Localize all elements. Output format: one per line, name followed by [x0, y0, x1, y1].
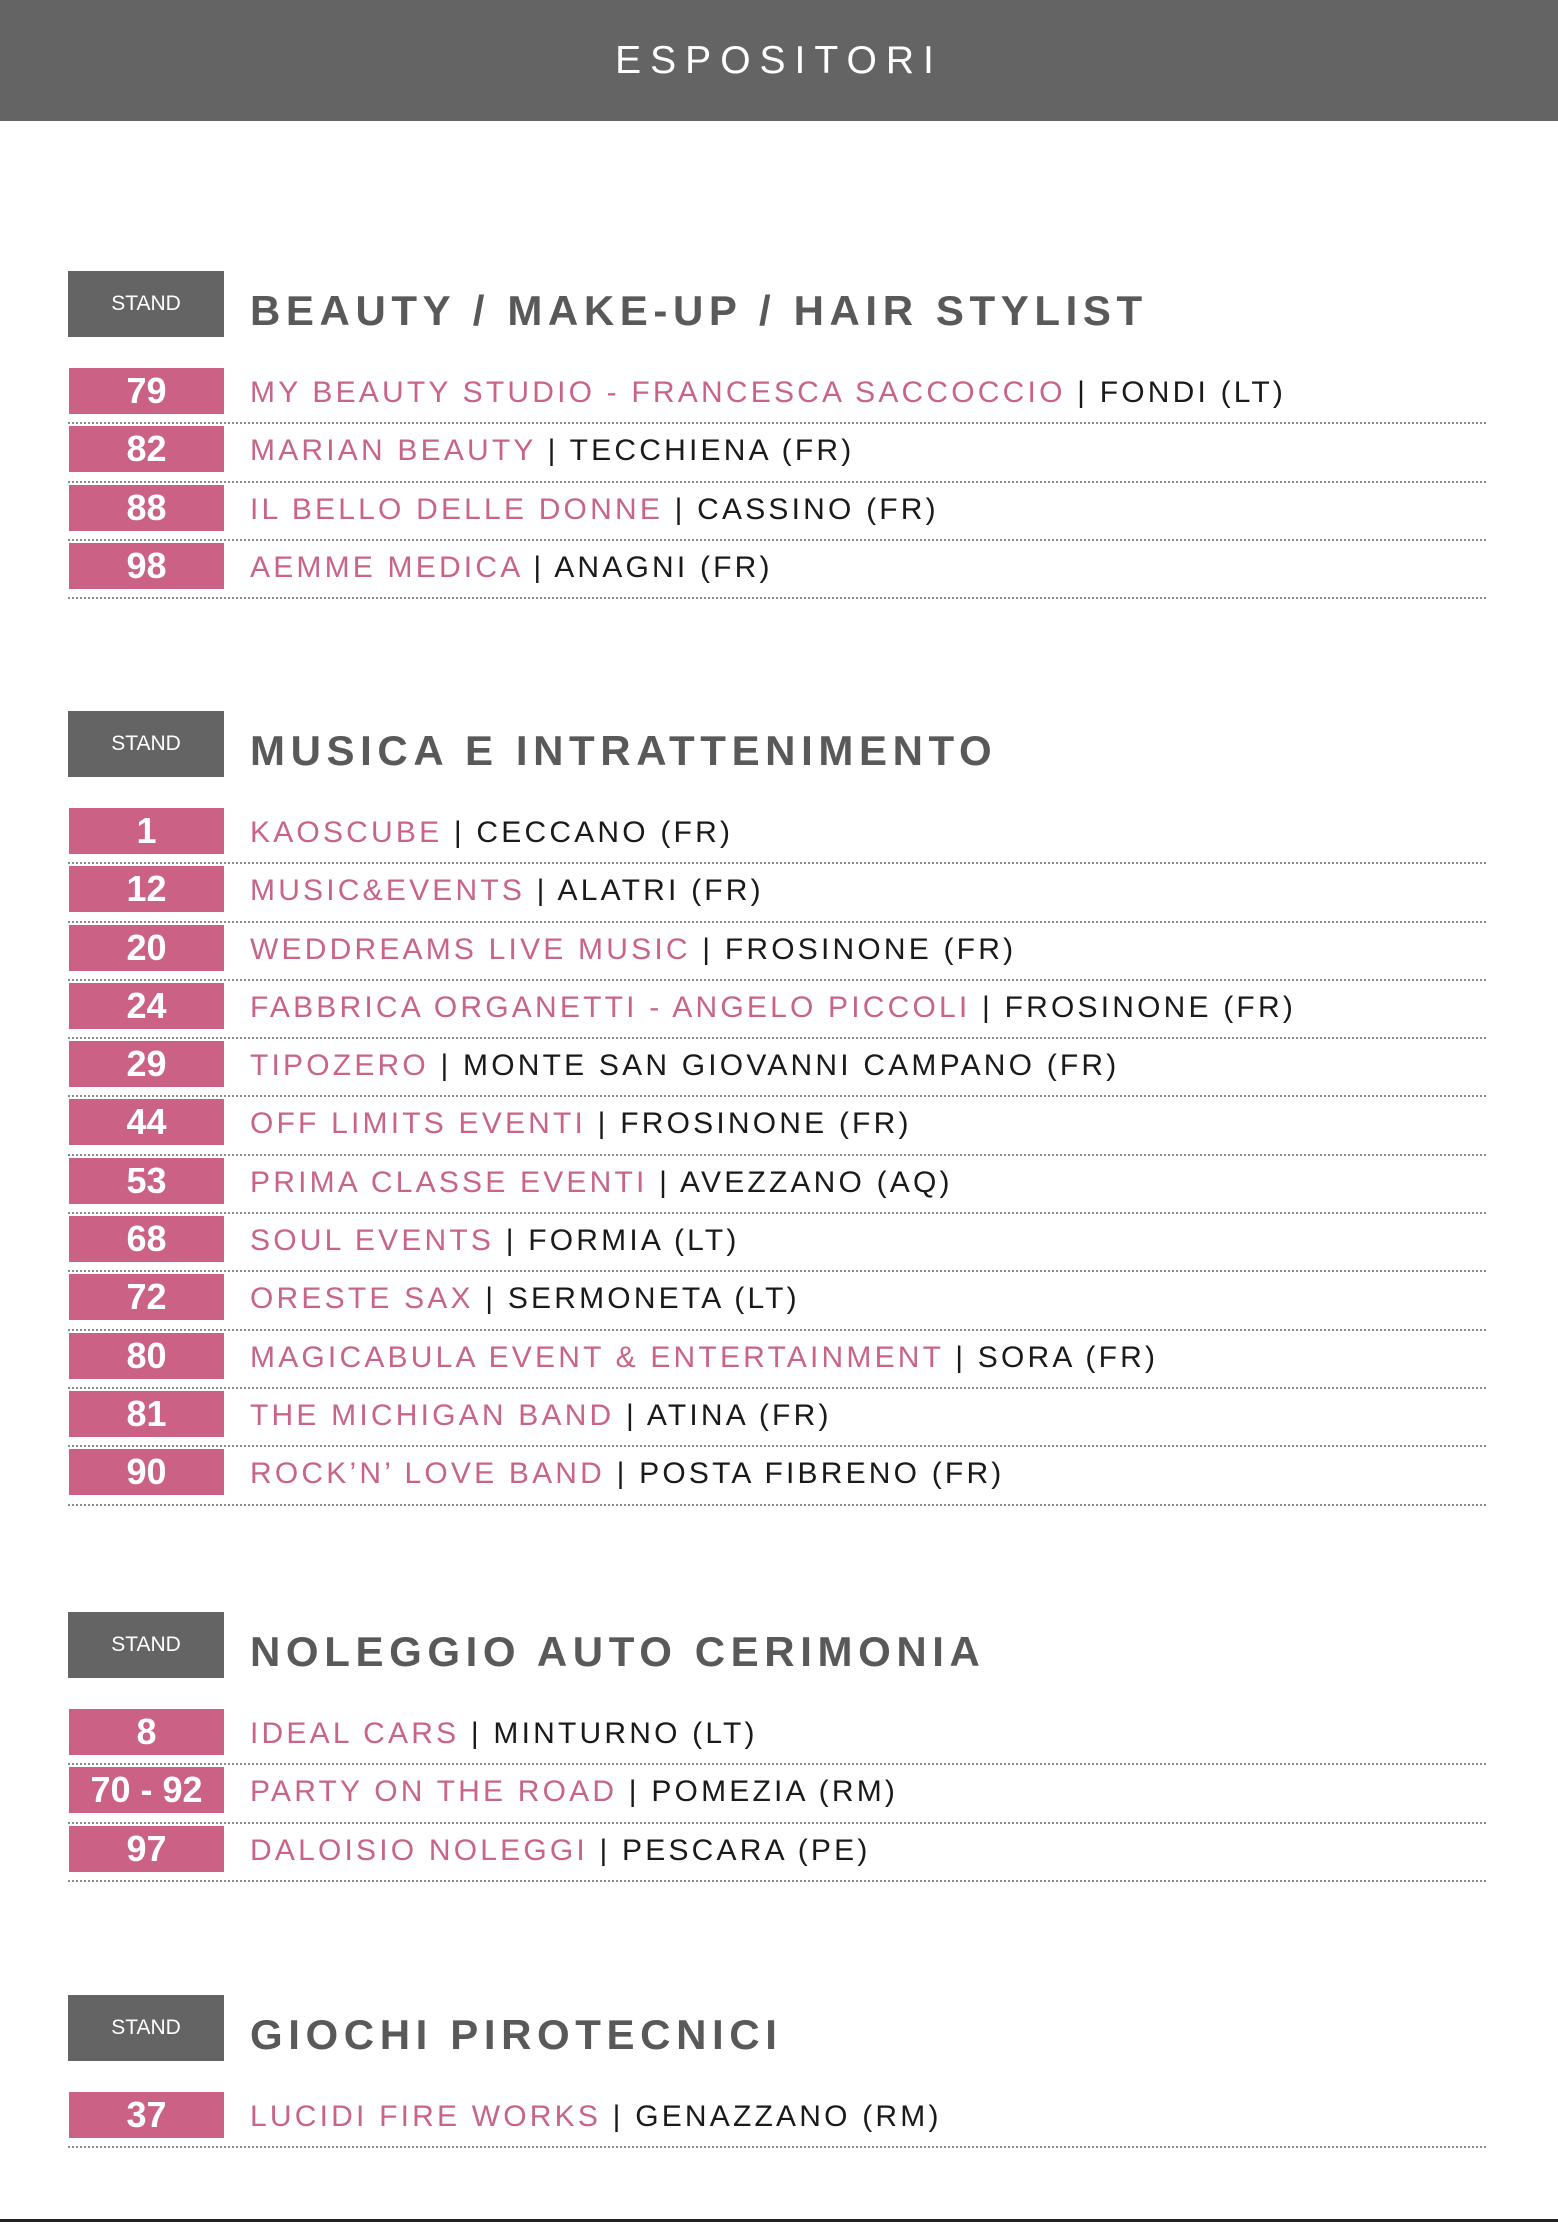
exhibitor-location: SERMONETA (LT) — [507, 1282, 800, 1316]
exhibitor-row — [68, 1707, 1486, 1765]
exhibitor-name: IL BELLO DELLE DONNE — [250, 492, 664, 526]
exhibitor-row — [68, 1272, 1486, 1330]
exhibitor-entry — [250, 541, 773, 595]
exhibitor-list — [68, 1707, 1486, 1882]
stand-number-badge: 88 — [69, 485, 224, 531]
exhibitor-entry — [250, 1039, 1120, 1093]
exhibitor-list — [68, 806, 1486, 1506]
section-header — [68, 1995, 1486, 2061]
page-title: ESPOSITORI — [615, 38, 943, 82]
exhibitor-location: FONDI (LT) — [1099, 376, 1287, 409]
exhibitor-entry — [250, 1389, 832, 1443]
exhibitor-name: PRIMA CLASSE EVENTI — [250, 1165, 648, 1199]
stand-number-badge: 68 — [69, 1216, 224, 1262]
stand-number-badge: 12 — [69, 866, 224, 912]
exhibitor-location: FROSINONE (FR) — [620, 1107, 912, 1141]
separator: | — [628, 1775, 640, 1809]
exhibitor-row — [68, 424, 1486, 482]
exhibitor-entry — [250, 366, 1286, 420]
exhibitor-name: SOUL EVENTS — [250, 1224, 495, 1258]
exhibitor-entry — [250, 864, 764, 918]
exhibitor-location: FROSINONE (FR) — [724, 932, 1017, 966]
section — [68, 271, 1486, 599]
exhibitor-row — [68, 366, 1486, 424]
exhibitor-row — [68, 483, 1486, 541]
stand-number-badge: 79 — [69, 368, 224, 414]
separator: | — [597, 1107, 609, 1141]
section-title: BEAUTY / MAKE-UP / HAIR STYLIST — [250, 287, 1148, 334]
exhibitor-name: ORESTE SAX — [250, 1282, 474, 1316]
stand-number-badge: 70 - 92 — [69, 1767, 224, 1813]
separator: | — [955, 1340, 967, 1374]
exhibitor-entry — [250, 1156, 953, 1210]
exhibitor-location: CECCANO (FR) — [476, 816, 734, 849]
exhibitor-row — [68, 923, 1486, 981]
section-header — [68, 271, 1486, 337]
separator: | — [470, 1717, 482, 1750]
exhibitor-entry — [250, 1214, 740, 1268]
page-header — [0, 0, 1558, 121]
exhibitor-row — [68, 1097, 1486, 1155]
stand-column-label: STAND — [68, 1995, 224, 2061]
exhibitor-entry — [250, 1097, 912, 1151]
section-title: MUSICA E INTRATTENIMENTO — [250, 727, 998, 774]
section-header — [68, 711, 1486, 777]
exhibitor-entry — [250, 981, 1296, 1035]
exhibitor-row — [68, 1156, 1486, 1214]
separator: | — [674, 492, 686, 526]
section-title: GIOCHI PIROTECNICI — [250, 2011, 783, 2058]
exhibitor-row — [68, 2090, 1486, 2148]
section-header — [68, 1612, 1486, 1678]
separator: | — [599, 1833, 611, 1867]
exhibitor-row — [68, 981, 1486, 1039]
exhibitor-location: TECCHIENA (FR) — [569, 434, 855, 468]
stand-number-badge: 90 — [69, 1449, 224, 1495]
separator: | — [453, 816, 465, 849]
exhibitor-name: KAOSCUBE — [250, 816, 443, 849]
exhibitor-location: FORMIA (LT) — [528, 1224, 740, 1258]
stand-number-badge: 37 — [69, 2092, 224, 2138]
exhibitor-location: ATINA (FR) — [646, 1398, 832, 1432]
exhibitor-row — [68, 1214, 1486, 1272]
exhibitor-location: POMEZIA (RM) — [651, 1775, 899, 1809]
exhibitor-location: CASSINO (FR) — [697, 492, 939, 526]
exhibitor-entry — [250, 424, 854, 478]
stand-column-label: STAND — [68, 711, 224, 777]
stand-number-badge: 80 — [69, 1333, 224, 1379]
exhibitor-entry — [250, 1272, 800, 1326]
separator: | — [485, 1282, 497, 1316]
exhibitor-entry — [250, 806, 733, 860]
section — [68, 711, 1486, 1506]
exhibitor-name: DALOISIO NOLEGGI — [250, 1833, 588, 1867]
separator: | — [536, 874, 548, 908]
section-title: NOLEGGIO AUTO CERIMONIA — [250, 1628, 986, 1675]
exhibitor-entry — [250, 1447, 1005, 1501]
bottom-rule — [0, 2219, 1558, 2222]
exhibitor-entry — [250, 2090, 942, 2144]
exhibitor-location: GENAZZANO (RM) — [635, 2100, 942, 2133]
section — [68, 1612, 1486, 1882]
exhibitor-location: POSTA FIBRENO (FR) — [639, 1457, 1005, 1491]
separator: | — [659, 1165, 671, 1199]
exhibitor-entry — [250, 923, 1016, 977]
stand-number-badge: 82 — [69, 426, 224, 472]
exhibitor-location: SORA (FR) — [977, 1340, 1159, 1374]
separator: | — [702, 932, 714, 966]
stand-number-badge: 44 — [69, 1099, 224, 1145]
section — [68, 1995, 1486, 2148]
separator: | — [505, 1224, 517, 1258]
exhibitor-name: THE MICHIGAN BAND — [250, 1398, 615, 1432]
exhibitor-name: AEMME MEDICA — [250, 550, 522, 584]
exhibitor-row — [68, 1765, 1486, 1823]
stand-number-badge: 1 — [69, 808, 224, 854]
exhibitor-location: MINTURNO (LT) — [493, 1717, 758, 1750]
exhibitor-name: MARIAN BEAUTY — [250, 434, 537, 468]
exhibitor-row — [68, 1331, 1486, 1389]
exhibitor-entry — [250, 1331, 1158, 1385]
stand-number-badge: 72 — [69, 1274, 224, 1320]
stand-number-badge: 98 — [69, 543, 224, 589]
stand-number-badge: 8 — [69, 1709, 224, 1755]
exhibitor-row — [68, 541, 1486, 599]
exhibitor-list — [68, 366, 1486, 599]
exhibitor-row — [68, 1824, 1486, 1882]
exhibitor-name: MAGICABULA EVENT & ENTERTAINMENT — [250, 1340, 944, 1374]
exhibitor-name: OFF LIMITS EVENTI — [250, 1107, 587, 1141]
stand-number-badge: 81 — [69, 1391, 224, 1437]
exhibitor-row — [68, 864, 1486, 922]
separator: | — [625, 1398, 637, 1432]
separator: | — [982, 990, 994, 1024]
exhibitor-name: ROCK’N’ LOVE BAND — [250, 1457, 606, 1491]
separator: | — [1077, 376, 1089, 409]
stand-column-label: STAND — [68, 271, 224, 337]
exhibitor-name: FABBRICA ORGANETTI - ANGELO PICCOLI — [250, 990, 971, 1024]
exhibitor-name: PARTY ON THE ROAD — [250, 1775, 618, 1809]
stand-number-badge: 20 — [69, 925, 224, 971]
exhibitor-location: ALATRI (FR) — [557, 874, 764, 908]
exhibitor-location: MONTE SAN GIOVANNI CAMPANO (FR) — [463, 1049, 1120, 1083]
exhibitor-entry — [250, 1765, 898, 1819]
exhibitor-location: FROSINONE (FR) — [1004, 990, 1297, 1024]
exhibitor-row — [68, 1447, 1486, 1505]
exhibitor-list — [68, 2090, 1486, 2148]
exhibitor-entry — [250, 1824, 871, 1878]
exhibitor-name: WEDDREAMS LIVE MUSIC — [250, 932, 691, 966]
stand-number-badge: 29 — [69, 1041, 224, 1087]
exhibitor-name: LUCIDI FIRE WORKS — [250, 2100, 602, 2133]
exhibitor-name: MUSIC&EVENTS — [250, 874, 526, 908]
exhibitor-row — [68, 1039, 1486, 1097]
stand-column-label: STAND — [68, 1612, 224, 1678]
separator: | — [616, 1457, 628, 1491]
exhibitor-entry — [250, 483, 939, 537]
stand-number-badge: 24 — [69, 983, 224, 1029]
exhibitor-entry — [250, 1707, 758, 1761]
stand-number-badge: 53 — [69, 1158, 224, 1204]
separator: | — [440, 1049, 452, 1083]
exhibitor-name: MY BEAUTY STUDIO - FRANCESCA SACCOCCIO — [250, 376, 1066, 409]
stand-number-badge: 97 — [69, 1826, 224, 1872]
exhibitor-location: ANAGNI (FR) — [554, 550, 773, 584]
exhibitor-location: AVEZZANO (AQ) — [680, 1165, 953, 1199]
exhibitor-row — [68, 1389, 1486, 1447]
separator: | — [547, 434, 559, 468]
separator: | — [612, 2100, 624, 2133]
separator: | — [533, 550, 545, 584]
exhibitor-name: TIPOZERO — [250, 1049, 429, 1083]
exhibitor-location: PESCARA (PE) — [622, 1833, 871, 1867]
exhibitor-row — [68, 806, 1486, 864]
exhibitor-name: IDEAL CARS — [250, 1717, 460, 1750]
